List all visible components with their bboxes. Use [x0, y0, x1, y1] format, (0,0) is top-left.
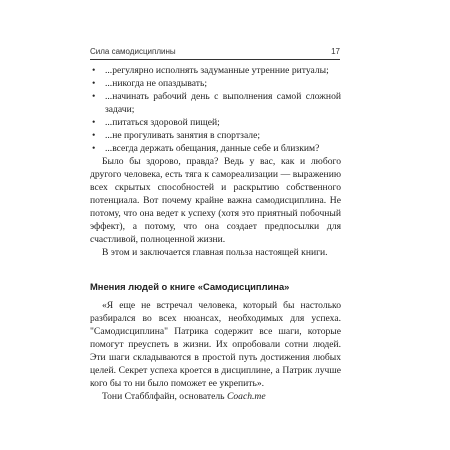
bullet-icon: •: [92, 65, 96, 76]
bullet-icon: •: [92, 91, 96, 102]
section-heading: Мнения людей о книге «Самодисциплина»: [90, 281, 290, 292]
bullet-list: [90, 64, 341, 155]
bullet-icon: •: [92, 117, 96, 128]
attribution-org: Coach.me: [226, 391, 266, 402]
page-number: 17: [331, 47, 340, 56]
quote-attribution: [90, 390, 341, 403]
review-quote: [90, 299, 341, 403]
chapter-title: Сила самодисциплины: [90, 47, 176, 56]
body-paragraph: В этом и заключается главная польза настоящей книги.: [102, 247, 328, 258]
running-head: [90, 47, 340, 58]
header-rule: [90, 59, 340, 60]
main-text: [90, 64, 341, 259]
bullet-icon: •: [92, 143, 96, 154]
attribution-name: Тони Стабблфайн, основатель: [102, 391, 225, 402]
list-item: • ...никогда не опаздывать;: [92, 78, 207, 89]
list-item: • ...всегда держать обещания, данные себе и близким?: [92, 143, 320, 154]
reviews-section: [90, 281, 341, 403]
list-item: • ...регулярно исполнять задуманные утренние ритуалы;: [92, 65, 329, 76]
body-paragraph: Было бы здорово, правда? Ведь у вас, как и любого другого человека, есть тяга к самореализации — выражению всех скрытых способностей и раскрытию собственного потенциала. Вот почему крайне важна самодисциплина. Не потому, что она ведет к успеху (хотя это приятный побочный эффект), а потому, что она создает предпосылки для счастливой, полноценной жизни.: [90, 156, 341, 245]
bullet-icon: •: [92, 78, 96, 89]
list-item: • ...питаться здоровой пищей;: [92, 117, 220, 128]
list-item: • ...начинать рабочий день с выполнения самой сложной задачи;: [92, 91, 341, 115]
quote-text: «Я еще не встречал человека, который бы настолько разбирался во всех нюансах, необходимых для успеха. "Самодисциплина" Патрика содержит все шаги, которые помогут преуспеть в жизни. Их опробовали сотни людей. Эти шаги складываются в простой путь достижения любых целей. Секрет успеха кроется в дисциплине, а Патрик лучше кого бы то ни было поможет ее укрепить».: [90, 300, 341, 389]
list-item: • ...не прогуливать занятия в спортзале;: [92, 130, 260, 141]
bullet-icon: •: [92, 130, 96, 141]
